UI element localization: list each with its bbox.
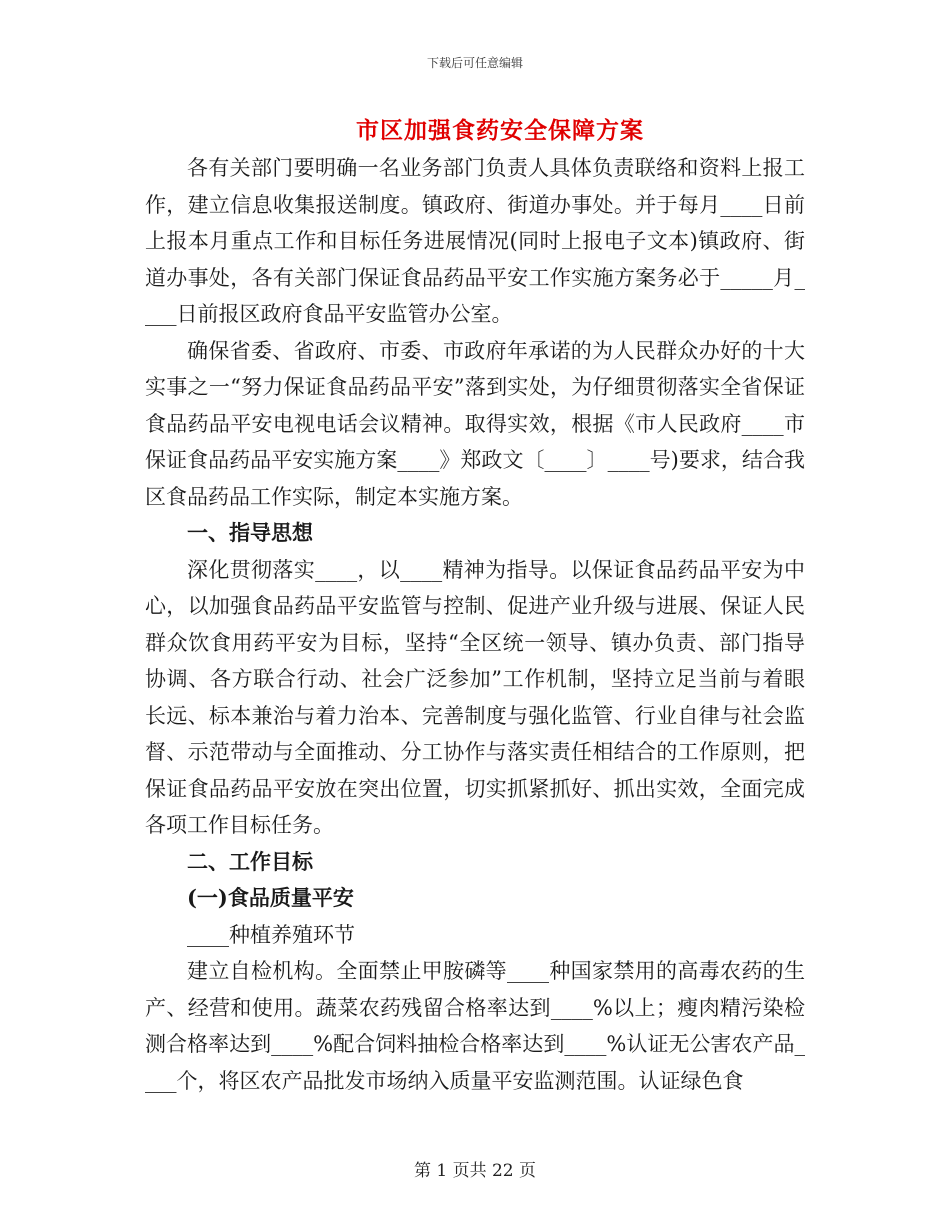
page-header: 下载后可任意编辑 [426, 56, 523, 70]
paragraph-1: 各有关部门要明确一名业务部门负责人具体负责联络和资料上报工作，建立信息收集报送制度。镇政府、街道办事处。并于每月____日前上报本月重点工作和目标任务进展情况(同时上报电子文本)镇政府、街道办事处，各有关部门保证食品药品平安工作实施方案务必于_____月____日前报区政府食品平安监管办公室。 [145, 156, 805, 326]
paragraph-3: 深化贯彻落实____，以____精神为指导。以保证食品药品平安为中心，以加强食品药品平安监管与控制、促进产业升级与进展、保证人民群众饮食用药平安为目标，坚持“全区统一领导、镇办负责、部门指导协调、各方联合行动、社会广泛参加”工作机制，坚持立足当前与着眼长远、标本兼治与着力治本、完善制度与强化监管、行业自律与社会监督、示范带动与全面推动、分工协作与落实责任相结合的工作原则，把保证食品药品平安放在突出位置，切实抓紧抓好、抓出实效，全面完成各项工作目标任务。 [145, 557, 805, 837]
section-heading-2: 二、工作目标 [187, 848, 313, 874]
paragraph-5: 建立自检机构。全面禁止甲胺磷等____种国家禁用的高毒农药的生产、经营和使用。蔬菜农药残留合格率达到____%以上；瘦肉精污染检测合格率达到____%配合饲料抽检合格率达到____%认证无公害农产品____个，将区农产品批发市场纳入质量平安监测范围。认证绿色食 [145, 959, 805, 1093]
section-heading-1: 一、指导思想 [187, 520, 313, 545]
subsection-heading-1: (一)食品质量平安 [187, 885, 354, 910]
document-title: 市区加强食药安全保障方案 [356, 117, 644, 144]
paragraph-4: ____种植养殖环节 [187, 922, 355, 947]
paragraph-2: 确保省委、省政府、市委、市政府年承诺的为人民群众办好的十大实事之一“努力保证食品药品平安”落到实处，为仔细贯彻落实全省保证食品药品平安电视电话会议精神。取得实效，根据《市人民政府____市保证食品药品平安实施方案____》郑政文〔____〕____号)要求，结合我区食品药品工作实际，制定本实施方案。 [145, 338, 805, 509]
document-body [145, 150, 805, 1099]
page-footer: 第 1 页共 22 页 [413, 1161, 537, 1181]
